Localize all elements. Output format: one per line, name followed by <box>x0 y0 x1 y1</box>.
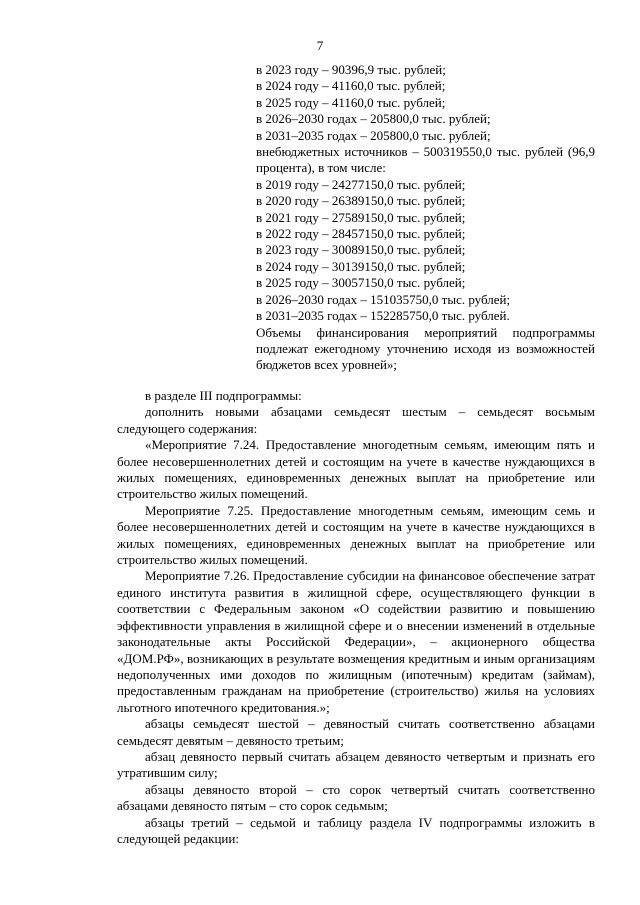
extrabudget-line: в 2020 году – 26389150,0 тыс. рублей; <box>256 193 466 209</box>
extrabudget-line: в 2025 году – 30057150,0 тыс. рублей; <box>256 275 466 291</box>
body-paragraph: Мероприятие 7.25. Предоставление многодетным семьям, имеющим семь и более несовершеннолетних детей и состоящим на учете в качестве нуждающихся в жилых помещениях, единовременных денежных выплат на приобретение или строительство жилых помещений. <box>117 502 595 568</box>
extrabudget-line: в 2023 году – 30089150,0 тыс. рублей; <box>256 242 466 258</box>
extrabudget-line: в 2021 году – 27589150,0 тыс. рублей; <box>256 209 466 225</box>
closing-paragraph: Объемы финансирования мероприятий подпрограммы подлежат ежегодному уточнению исходя из возможностей бюджетов всех уровней»; <box>256 324 595 373</box>
body-paragraph: абзацы семьдесят шестой – девяностый считать соответственно абзацами семьдесят девятым – девяносто третьим; <box>117 716 595 748</box>
body-paragraph: абзац девяносто первый считать абзацем девяносто четвертым и признать его утратившим силу; <box>117 748 595 781</box>
body-paragraph: абзацы третий – седьмой и таблицу раздела IV подпрограммы изложить в следующей редакции: <box>117 814 595 846</box>
funding-line: в 2025 году – 41160,0 тыс. рублей; <box>256 94 446 110</box>
extrabudget-paragraph: внебюджетных источников – 500319550,0 тыс. рублей (96,9 процента), в том числе: <box>256 144 595 176</box>
extrabudget-line: в 2022 году – 28457150,0 тыс. рублей; <box>256 226 466 242</box>
extrabudget-line: в 2019 году – 24277150,0 тыс. рублей; <box>256 176 466 192</box>
body-paragraph: в разделе III подпрограммы: <box>145 388 302 403</box>
body-paragraph: Мероприятие 7.26. Предоставление субсидии на финансовое обеспечение затрат единого института развития в жилищной сфере, осуществляющего функции в соответствии с Федеральным законом «О содействии развитию и повышению эффективности управления в жилищной сфере и о внесении изменений в отдельные законодательные акты Российской Федерации», – акционерного общества «ДОМ.РФ», возникающих в результате возмещения кредитным и иным организациям недополученных ими доходов по жилищным (ипотечным) кредитам (займам), предоставленным гражданам на приобретение (строительство) жилья на условиях льготного ипотечного кредитования.»; <box>117 568 595 715</box>
body-paragraph: абзацы девяносто второй – сто сорок четвертый считать соответственно абзацами девяносто пятым – сто сорок седьмым; <box>117 781 595 814</box>
extrabudget-line: в 2026–2030 годах – 151035750,0 тыс. рублей; <box>256 291 511 307</box>
funding-line: в 2023 году – 90396,9 тыс. рублей; <box>256 62 446 77</box>
body-paragraph: «Мероприятие 7.24. Предоставление многодетным семьям, имеющим пять и более несовершеннолетних детей и состоящим на учете в качестве нуждающихся в жилых помещениях, единовременных денежных выплат на приобретение или строительство жилых помещений. <box>117 437 595 502</box>
page-number: 7 <box>316 38 324 53</box>
funding-line: в 2026–2030 годах – 205800,0 тыс. рублей; <box>256 111 491 127</box>
funding-block <box>256 62 595 374</box>
body-paragraph: дополнить новыми абзацами семьдесят шестым – семьдесят восьмым следующего содержания: <box>117 404 595 436</box>
document-body <box>117 388 595 847</box>
funding-line: в 2031–2035 годах – 205800,0 тыс. рублей; <box>256 127 491 143</box>
funding-line: в 2024 году – 41160,0 тыс. рублей; <box>256 78 446 94</box>
extrabudget-line: в 2024 году – 30139150,0 тыс. рублей; <box>256 258 466 274</box>
extrabudget-line: в 2031–2035 годах – 152285750,0 тыс. рублей. <box>256 308 510 324</box>
